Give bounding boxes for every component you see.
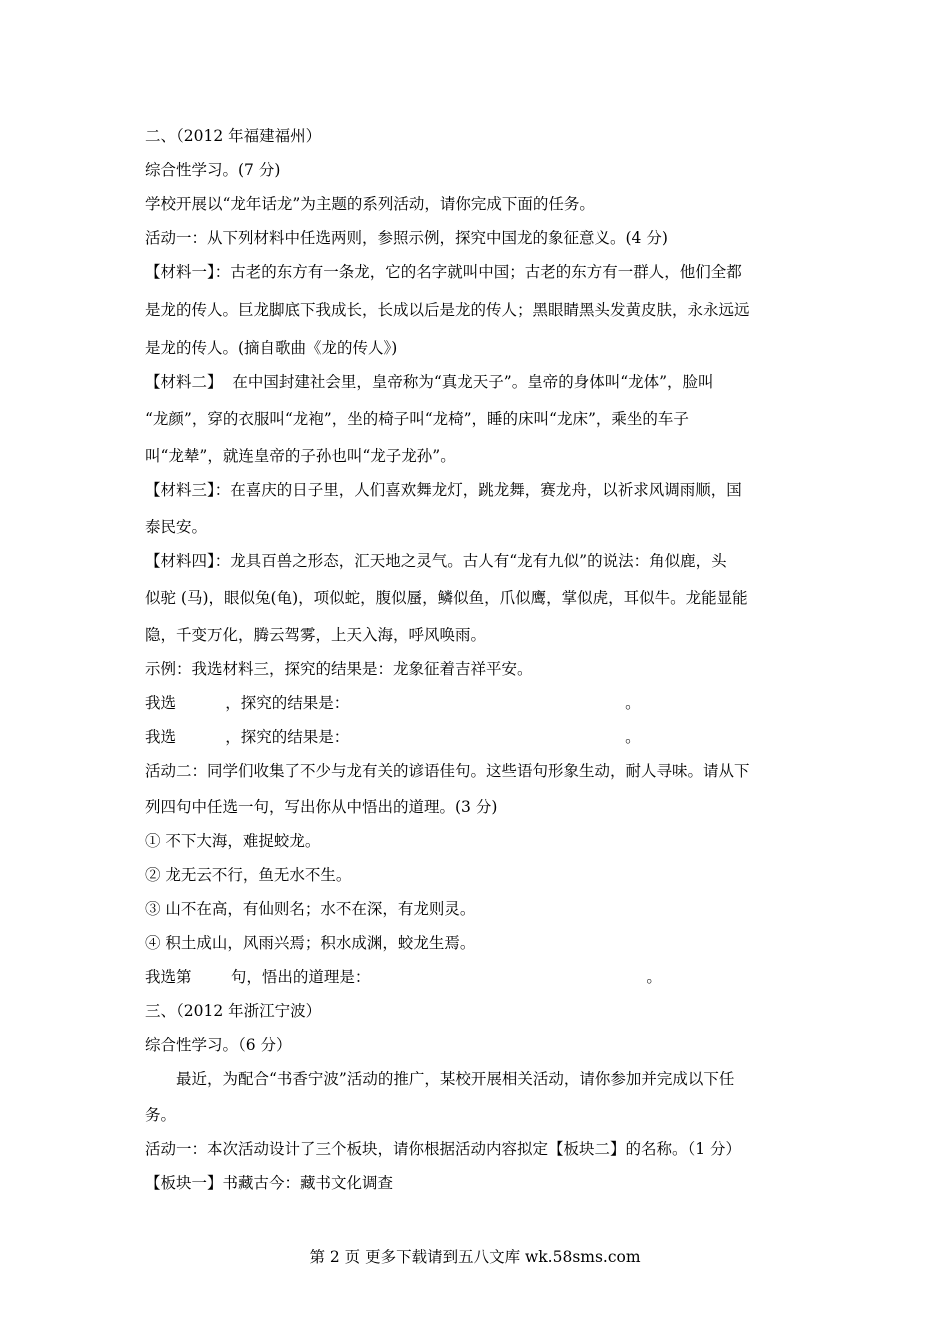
question-title: 综合性学习。(7 分): [145, 161, 281, 179]
material-three-line: 【材料三】：在喜庆的日子里，人们喜欢舞龙灯，跳龙舞，赛龙舟，以祈求风调雨顺，国: [145, 481, 742, 499]
answer-blank-line: 我选 ，探究的结果是： 。: [145, 728, 641, 746]
activity-one-prompt: 活动一：本次活动设计了三个板块，请你根据活动内容拟定【板块二】的名称。（1 分）: [145, 1140, 742, 1158]
paragraph: 最近，为配合“书香宁波”活动的推广，某校开展相关活动，请你参加并完成以下任: [176, 1070, 735, 1088]
proverb-item: ③ 山不在高，有仙则名；水不在深，有龙则灵。: [145, 900, 476, 918]
material-two-line: 叫“龙辇”，就连皇帝的子孙也叫“龙子龙孙”。: [145, 447, 456, 465]
proverb-item: ④ 积土成山，风雨兴焉；积水成渊，蛟龙生焉。: [145, 934, 476, 952]
material-four-line: 【材料四】：龙具百兽之形态，汇天地之灵气。古人有“龙有九似”的说法：角似鹿，头: [145, 552, 727, 570]
paragraph: 务。: [145, 1106, 177, 1124]
answer-blank-line: 我选第 句，悟出的道理是： 。: [145, 968, 662, 986]
material-four-line: 隐，千变万化，腾云驾雾，上天入海，呼风唤雨。: [145, 626, 487, 644]
example-line: 示例：我选材料三，探究的结果是：龙象征着吉祥平安。: [145, 660, 533, 678]
activity-two-prompt: 活动二：同学们收集了不少与龙有关的谚语佳句。这些语句形象生动，耐人寻味。请从下: [145, 762, 750, 780]
material-four-line: 似驼 (马)，眼似兔(龟)，项似蛇，腹似蜃，鳞似鱼，爪似鹰，掌似虎，耳似牛。龙能显能: [145, 589, 748, 607]
paragraph: 学校开展以“龙年话龙”为主题的系列活动，请你完成下面的任务。: [145, 195, 595, 213]
section-heading-ningbo: 三、（2012 年浙江宁波）: [145, 1002, 322, 1020]
material-one-line: 是龙的传人。巨龙脚底下我成长，长成以后是龙的传人；黑眼睛黑头发黄皮肤，永永远远: [145, 301, 750, 319]
proverb-item: ② 龙无云不行，鱼无水不生。: [145, 866, 352, 884]
answer-blank-line: 我选 ，探究的结果是： 。: [145, 694, 641, 712]
activity-one-prompt: 活动一：从下列材料中任选两则，参照示例，探究中国龙的象征意义。(4 分): [145, 229, 668, 247]
material-one-line: 【材料一】：古老的东方有一条龙，它的名字就叫中国；古老的东方有一群人，他们全都: [145, 263, 742, 281]
material-three-line: 泰民安。: [145, 518, 208, 536]
question-title: 综合性学习。（6 分）: [145, 1036, 292, 1054]
activity-two-prompt: 列四句中任选一句，写出你从中悟出的道理。(3 分): [145, 798, 498, 816]
section-block-one: 【板块一】书藏古今：藏书文化调查: [145, 1174, 394, 1192]
page-footer: 第 2 页 更多下载请到五八文库 wk.58sms.com: [309, 1248, 641, 1266]
material-two-line: 【材料二】 在中国封建社会里，皇帝称为“真龙天子”。皇帝的身体叫“龙体”，脸叫: [145, 373, 714, 391]
material-two-line: “龙颜”，穿的衣服叫“龙袍”，坐的椅子叫“龙椅”，睡的床叫“龙床”，乘坐的车子: [145, 410, 689, 428]
material-one-line: 是龙的传人。(摘自歌曲《龙的传人》): [145, 339, 398, 357]
section-heading-fuzhou: 二、（2012 年福建福州）: [145, 127, 322, 145]
proverb-item: ① 不下大海，难捉蛟龙。: [145, 832, 321, 850]
